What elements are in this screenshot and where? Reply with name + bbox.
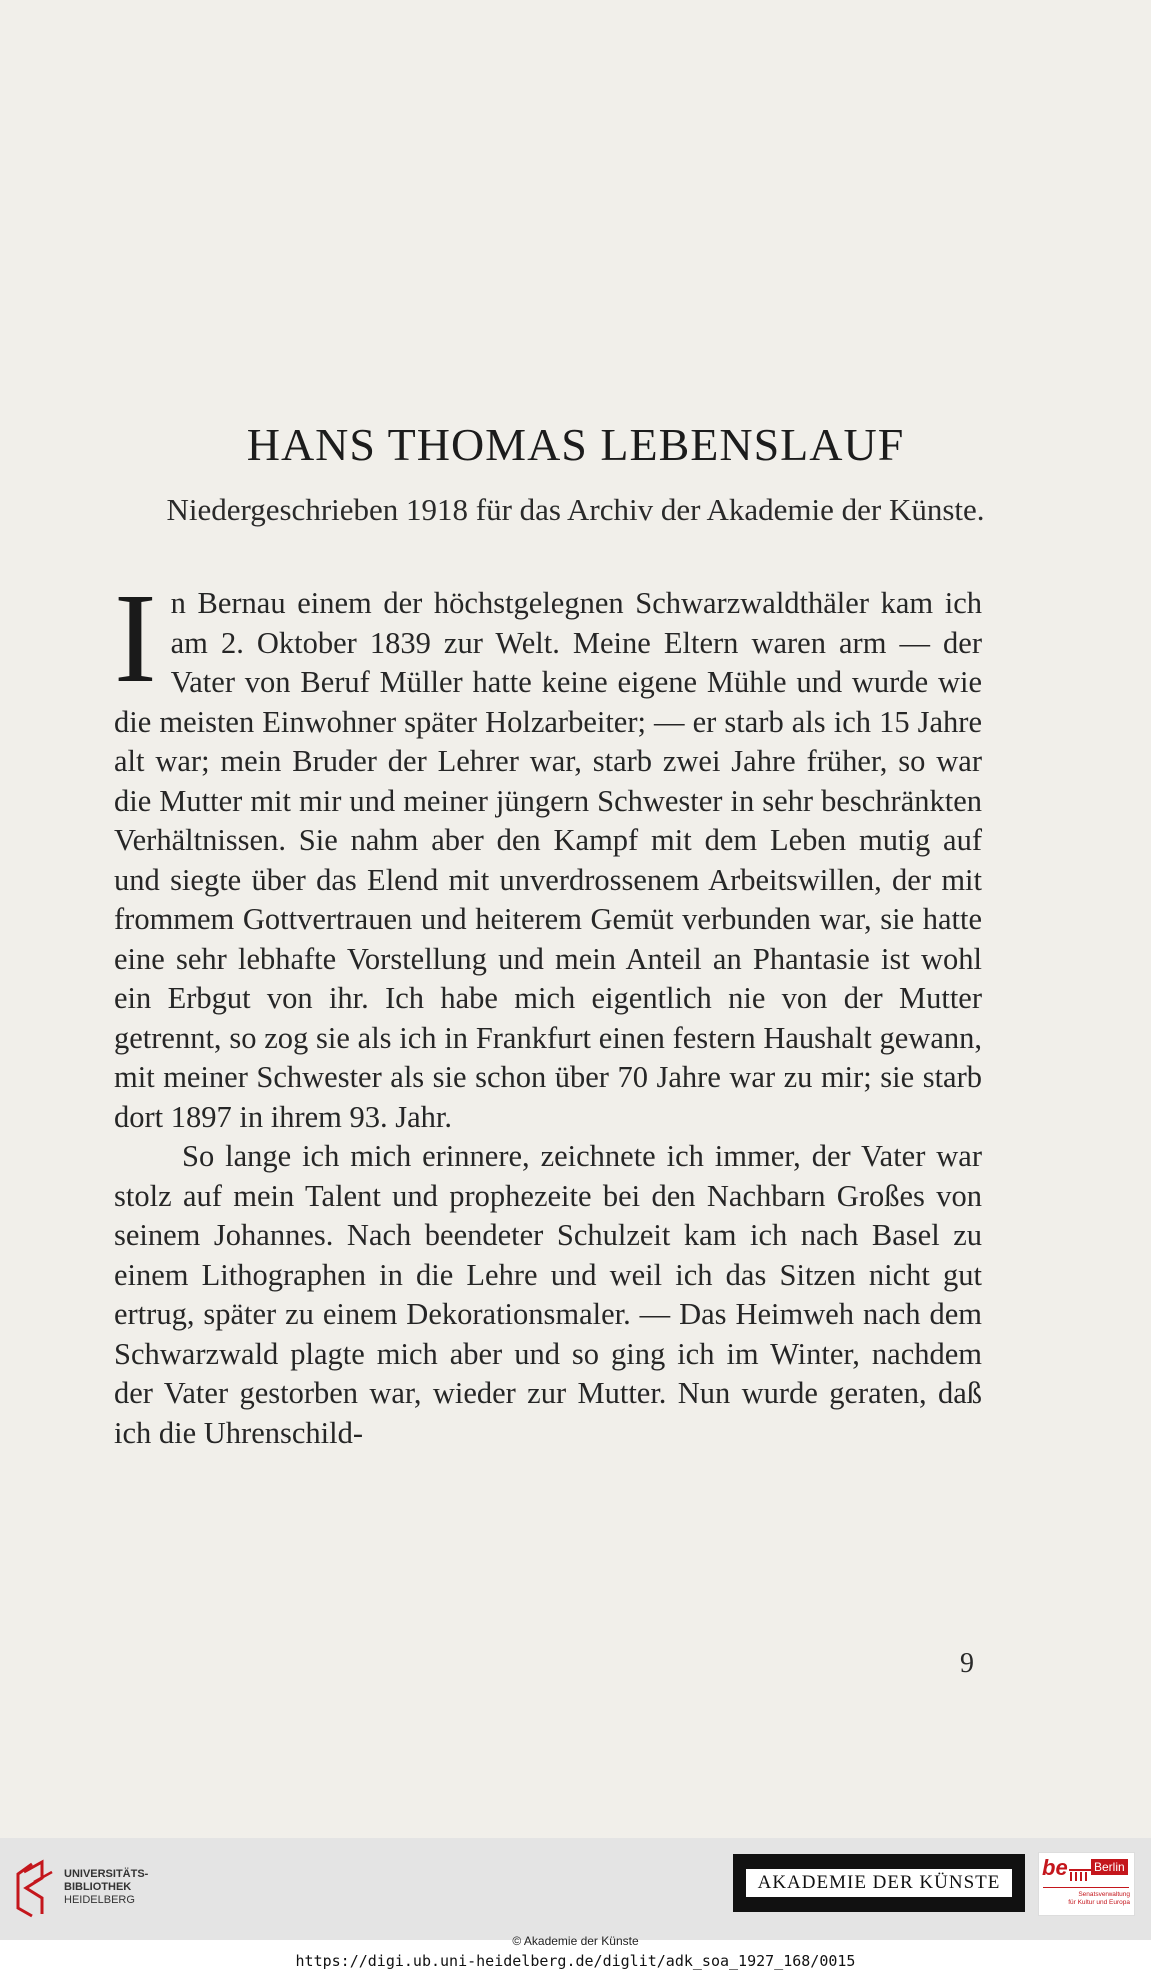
document-subtitle: Niedergeschrieben 1918 für das Archiv der Akademie der Künste. [166, 492, 985, 527]
akademie-logo[interactable] [733, 1854, 1025, 1912]
be-berlin-logo[interactable] [1038, 1852, 1135, 1916]
be-logo-word: be [1042, 1855, 1068, 1880]
paragraph-1-text: n Bernau einem der höchstgelegnen Schwarzwaldthäler kam ich am 2. Oktober 1839 zur Welt. Meine Eltern waren arm — der Vater von Beruf Müller hatte keine eigene Mühle und wurde wie die meisten Einwohner später Holzarbeiter; — er starb als ich 15 Jahre alt war; mein Bruder der Lehrer war, starb zwei Jahre früher, so war die Mutter mit mir und meiner jüngern Schwester in sehr beschränkten Verhältnissen. Sie nahm aber den Kampf mit dem Leben mutig auf und siegte über das Elend mit unverdrossenem Arbeitswillen, der mit frommem Gottvertrauen und heiterem Gemüt verbunden war, sie hatte eine sehr lebhafte Vorstellung und mein Anteil an Phantasie ist wohl ein Erbgut von ihr. Ich habe mich eigentlich nie von der Mutter getrennt, so zog sie als ich in Frankfurt einen festern Haushalt gewann, mit meiner Schwester als sie schon über 70 Jahre war zu mir; sie starb dort 1897 in ihrem 93. Jahr. [114, 586, 982, 1134]
be-logo-subtitle-line: für Kultur und Europa [1068, 1899, 1130, 1906]
akademie-logo-text: AKADEMIE DER KÜNSTE [746, 1869, 1013, 1897]
library-logo-line: HEIDELBERG [64, 1894, 135, 1906]
library-logo-text [64, 1868, 148, 1907]
drop-cap: I [114, 567, 157, 709]
library-logo-line: UNIVERSITÄTS- [64, 1868, 149, 1880]
body-text [114, 567, 982, 1453]
paragraph [114, 567, 982, 1137]
document-title: HANS THOMAS LEBENSLAUF [246, 419, 905, 470]
page-number: 9 [960, 1648, 974, 1679]
be-logo-divider [1043, 1887, 1129, 1888]
library-emblem-icon [12, 1858, 56, 1918]
brandenburg-gate-icon [1069, 1869, 1091, 1881]
university-library-logo[interactable] [12, 1858, 162, 1922]
library-logo-line: BIBLIOTHEK [64, 1881, 132, 1893]
be-logo-subtitle [1068, 1891, 1130, 1907]
paragraph [114, 1137, 982, 1453]
be-logo-subtitle-line: Senatsverwaltung [1078, 1891, 1130, 1898]
footer-band [0, 1838, 1151, 1940]
paragraph-2-text: So lange ich mich erinnere, zeichnete ich immer, der Vater war stolz auf mein Talent und prophezeite bei den Nachbarn Großes von seinem Johannes. Nach beendeter Schulzeit kam ich nach Basel zu einem Lithographen in die Lehre und weil ich das Sitzen nicht gut ertrug, später zu einem Dekorationsmaler. — Das Heimweh nach dem Schwarzwald plagte mich aber und so ging ich im Winter, nachdem der Vater gestorben war, wieder zur Mutter. Nun wurde geraten, daß ich die Uhrenschild- [114, 1139, 982, 1450]
source-url-link[interactable]: https://digi.ub.uni-heidelberg.de/diglit/adk_soa_1927_168/0015 [295, 1952, 856, 1970]
copyright-notice: © Akademie der Künste [512, 1934, 639, 1948]
be-logo-berlin: Berlin [1091, 1859, 1128, 1875]
